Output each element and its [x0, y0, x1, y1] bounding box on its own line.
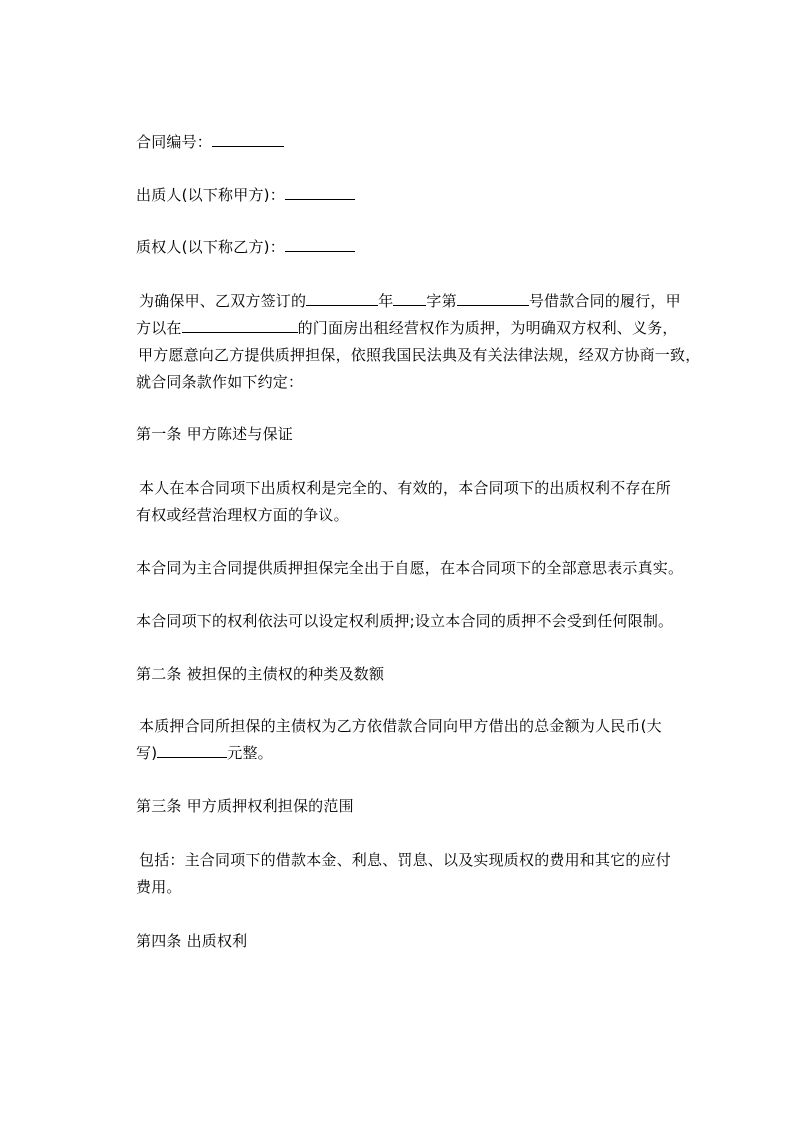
pledgor-blank	[285, 185, 355, 200]
blank	[457, 291, 529, 306]
intro-line-1	[139, 291, 681, 311]
amount-blank	[157, 743, 227, 758]
blank	[306, 291, 378, 306]
article-4-heading: 第四条 出质权利	[136, 932, 248, 950]
article-1-paragraph-3: 本合同项下的权利依法可以设定权利质押;设立本合同的质押不会受到任何限制。	[136, 612, 674, 630]
intro-text: 方以在	[136, 319, 182, 337]
article-1-paragraph-1-line-1: 本人在本合同项下出质权利是完全的、有效的，本合同项下的出质权利不存在所	[139, 479, 672, 497]
article-1-paragraph-1-line-2: 有权或经营治理权方面的争议。	[136, 506, 349, 524]
article-2-heading: 第二条 被担保的主债权的种类及数额	[136, 665, 385, 683]
article-2-paragraph-line-2	[136, 743, 273, 763]
pledgor-line	[136, 185, 355, 205]
article-2-text: 元整。	[227, 744, 273, 762]
intro-line-2	[136, 318, 678, 338]
article-3-heading: 第三条 甲方质押权利担保的范围	[136, 797, 354, 815]
contract-number-line	[136, 132, 284, 152]
intro-text: 的门面房出租经营权作为质押，为明确双方权利、义务，	[297, 319, 678, 337]
article-3-paragraph-line-2: 费用。	[136, 878, 182, 896]
blank	[182, 318, 298, 333]
blank	[393, 291, 426, 306]
intro-text: 为确保甲、乙双方签订的	[139, 292, 307, 310]
pledgor-label: 出质人(以下称甲方)：	[136, 186, 285, 204]
pledgee-line	[136, 237, 355, 257]
intro-line-3: 甲方愿意向乙方提供质押担保，依照我国民法典及有关法律法规，经双方协商一致，	[138, 346, 701, 364]
article-3-paragraph-line-1: 包括：主合同项下的借款本金、利息、罚息、以及实现质权的费用和其它的应付	[139, 851, 672, 869]
intro-text: 年	[378, 292, 394, 310]
article-1-heading: 第一条 甲方陈述与保证	[136, 425, 293, 443]
pledgee-label: 质权人(以下称乙方)：	[136, 238, 285, 256]
pledgee-blank	[285, 237, 355, 252]
contract-number-blank	[212, 132, 284, 147]
contract-number-label: 合同编号：	[136, 133, 213, 151]
article-2-text: 写)	[136, 744, 158, 762]
intro-line-4: 就合同条款作如下约定：	[136, 373, 304, 391]
article-2-paragraph-line-1: 本质押合同所担保的主债权为乙方依借款合同向甲方借出的总金额为人民币(大	[139, 717, 662, 735]
intro-text: 字第	[426, 292, 457, 310]
intro-text: 号借款合同的履行，甲	[528, 292, 681, 310]
article-1-paragraph-2: 本合同为主合同提供质押担保完全出于自愿，在本合同项下的全部意思表示真实。	[136, 559, 684, 577]
